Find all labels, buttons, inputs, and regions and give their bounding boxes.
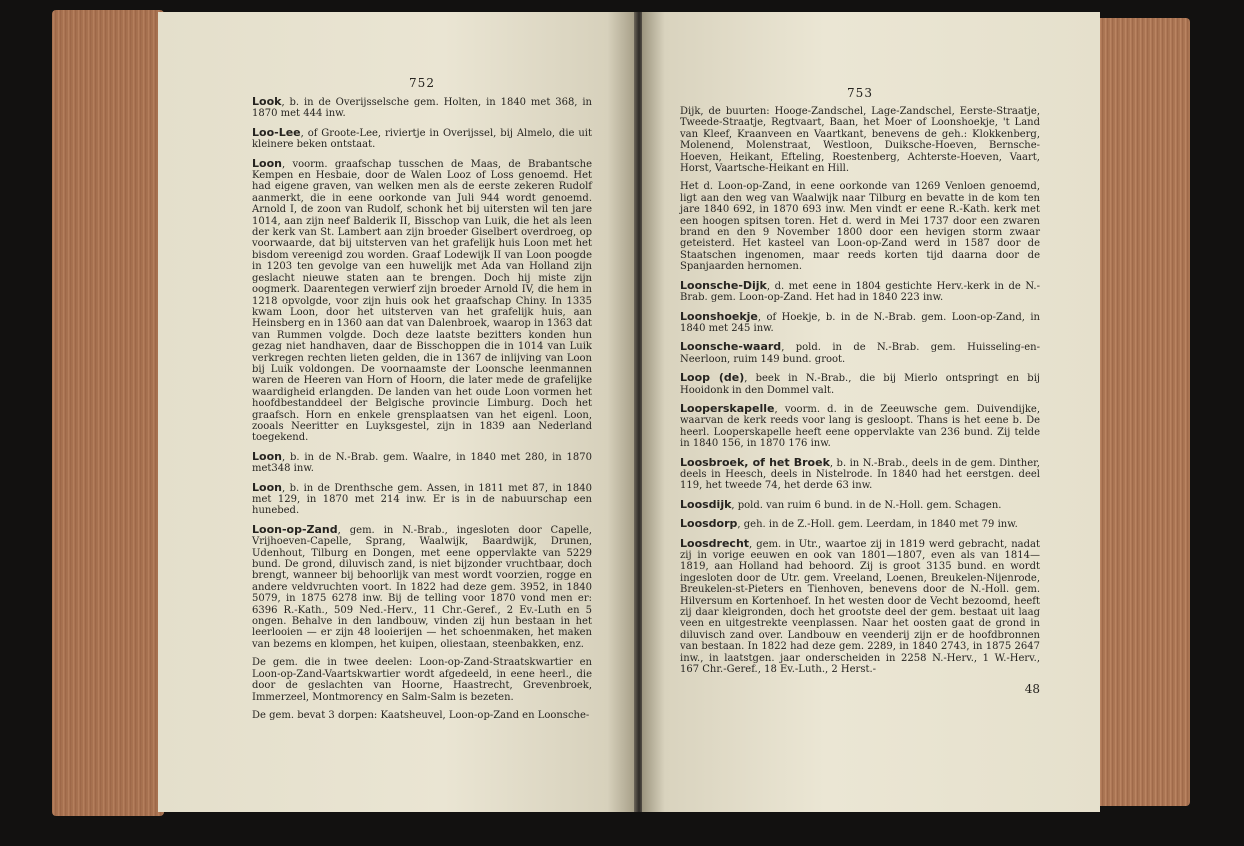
- entry-term: Loonsche-Dijk: [680, 278, 767, 292]
- dictionary-entry: [252, 524, 592, 650]
- right-page: [642, 12, 1100, 812]
- entry-text: , of Groote-Lee, riviertje in Overijssel, bij Almelo, die uit kleinere beken ontstaat.: [252, 127, 592, 151]
- entry-text: Dijk, de buurten: Hooge-Zandschel, Lage-Zandschel, Eerste-Straatje, Tweede-Straatje, Regtvaart, Baan, het Moer of Loonshoekje, 't Land van Kleef, Kraanveen en Vaartkant, benevens de geh.: Klokkenberg, Molenend, Molenstraat, Westloon, Duiksche-Hoeven, Bernsche-Hoeven, Heikant, Efteling, Roestenberg, Achterste-Hoeven, Vaart, Horst, Vaartsche-Heikant en Hill.: [680, 106, 1040, 175]
- page-edges-right: [1094, 18, 1190, 806]
- dictionary-entry: [680, 403, 1040, 450]
- dictionary-entry: [680, 499, 1040, 511]
- entry-text: De gem. die in twee deelen: Loon-op-Zand-Straatskwartier en Loon-op-Zand-Vaartskwartier wordt afgedeeld, in eene heerl., die door de geslachten van Hoorne, Haastrecht, Grevenbroek, Immerzeel, Montmorency en Salm-Salm is bezeten.: [252, 657, 592, 703]
- entry-text: , pold. van ruim 6 bund. in de N.-Holl. gem. Schagen.: [731, 499, 1002, 511]
- signature-mark: 48: [1024, 682, 1040, 697]
- entry-term: Loosdrecht: [680, 536, 750, 550]
- dictionary-entry: [680, 181, 1040, 272]
- dictionary-entry: [680, 341, 1040, 365]
- dictionary-entry: [252, 96, 592, 120]
- entry-term: Looperskapelle: [680, 401, 775, 415]
- entry-text: , gem. in N.-Brab., ingesloten door Capelle, Vrijhoeven-Capelle, Sprang, Waalwijk, Baardwijk, Drunen, Udenhout, Tilburg en Dongen, met eene oppervlakte van 5229 bund. De grond, diluvisch zand, is niet bijzonder vruchtbaar, doch brengt, wanneer bij behoorlijk van mest wordt voorzien, rogge en andere veldvruchten voort. In 1822 had deze gem. 3952, in 1840 5079, in 1875 6278 inw. Bij de telling voor 1870 vond men er: 6396 R.-Kath., 509 Ned.-Herv., 11 Chr.-Geref., 2 Ev.-Luth en 5 ongen. Behalve in den landbouw, vinden zij hun bestaan in het leerlooien — er zijn 48 looierijen — het schoenmaken, het maken van bezems en klompen, het kuipen, oliestaan, steenbakken, enz.: [252, 524, 592, 650]
- entry-text: , gem. in Utr., waartoe zij in 1819 werd gebracht, nadat zij in vorige eeuwen en ook van 1801—1807, even als van 1814—1819, aan Holland had behoord. Zij is groot 3135 bund. en wordt ingesloten door de Utr. gem. Vreeland, Loenen, Breukelen-Nijenrode, Breukelen-st-Pieters en Tienhoven, benevens door de N.-Holl. gem. Hilversum en Kortenhoef. In het westen door de Vecht bezoomd, heeft zij daar kleigronden, doch het grootste deel der gem. bestaat uit laag veen en uitgestrekte veenplassen. Naar het oosten gaat de grond in diluvisch zand over. Landbouw en veenderij zijn er de hoofdbronnen van bestaan. In 1822 had deze gem. 2289, in 1840 2743, in 1875 2647 inw., in laatstgen. jaar onderscheiden in 2258 N.-Herv., 1 W.-Herv., 167 Chr.-Geref., 18 Ev.-Luth., 2 Herst.-: [680, 538, 1040, 676]
- dictionary-entry: [680, 311, 1040, 335]
- entry-term: Loosdijk: [680, 497, 732, 511]
- entry-text: , d. met eene in 1804 gestichte Herv.-kerk in de N.-Brab. gem. Loon-op-Zand. Het had in 1840 223 inw.: [680, 280, 1040, 304]
- dictionary-entry: [680, 518, 1040, 530]
- dictionary-entry: [252, 710, 592, 721]
- entry-term: Loosbroek, of het Broek: [680, 455, 830, 469]
- entry-text: , b. in de N.-Brab. gem. Waalre, in 1840 met 280, in 1870 met348 inw.: [252, 451, 592, 475]
- entry-text: , pold. in de N.-Brab. gem. Huisseling-en-Neerloon, ruim 149 bund. groot.: [680, 342, 1040, 365]
- entry-list: [680, 106, 1040, 675]
- entry-text: De gem. bevat 3 dorpen: Kaatsheuvel, Loon-op-Zand en Loonsche-: [252, 709, 590, 721]
- entry-term: Loo-Lee: [252, 125, 301, 139]
- entry-text: , b. in de Drenthsche gem. Assen, in 1811 met 87, in 1840 met 129, in 1870 met 214 inw. Er is in de nabuurschap een hunebed.: [252, 482, 592, 517]
- entry-term: Loop (de): [680, 371, 745, 385]
- dictionary-entry: [680, 372, 1040, 396]
- dictionary-entry: [252, 127, 592, 151]
- entry-text: , of Hoekje, b. in de N.-Brab. gem. Loon-op-Zand, in 1840 met 245 inw.: [680, 311, 1040, 334]
- entry-text: , beek in N.-Brab., die bij Mierlo ontspringt en bij Hooidonk in den Dommel valt.: [680, 373, 1040, 396]
- entry-text: , b. in de Overijsselsche gem. Holten, in 1840 met 368, in 1870 met 444 inw.: [252, 97, 592, 120]
- page-number: 752: [409, 76, 435, 90]
- dictionary-entry: [252, 158, 592, 444]
- entry-term: Loon: [252, 480, 282, 494]
- entry-text: Het d. Loon-op-Zand, in eene oorkonde van 1269 Venloen genoemd, ligt aan den weg van Waalwijk naar Tilburg en bevatte in de kom ten jare 1840 692, in 1870 693 inw. Men vindt er eene R.-Kath. kerk met een hoogen spitsen toren. Het d. werd in Mei 1737 door een zwaren brand en den 9 November 1800 door een hevigen storm zwaar geteisterd. Het kasteel van Loon-op-Zand werd in 1587 door de Staatschen ingenomen, maar reeds korten tijd daarna door de Spanjaarden hernomen.: [680, 181, 1040, 273]
- entry-term: Loon-op-Zand: [252, 522, 338, 536]
- entry-term: Loonsche-waard: [680, 340, 782, 354]
- entry-text: , voorm. graafschap tusschen de Maas, de Brabantsche Kempen en Hesbaie, door de Walen Looz of Loss genoemd. Het had eigene graven, van welken men als de eerste zekeren Rudolf aanmerkt, die in eene oorkonde van Juli 944 wordt genoemd. Arnold I, de zoon van Rudolf, schonk het bij uitersten wil ten jare 1014, aan zijn neef Balderik II, Bisschop van Luik, die het als leen der kerk van St. Lambert aan zijn broeder Giselbert overdroeg, op voorwaarde, dat bij uitsterven van het grafelijk huis Loon met het bisdom vereenigd zou worden. Graaf Lodewijk II van Loon poogde in 1203 ten gevolge van een huwelijk met Ada van Holland zijn geslacht nieuwe staten aan te brengen. Doch hij miste zijn oogmerk. Daarentegen verwierf zijn broeder Arnold IV, die hem in 1218 opvolgde, voor zijn huis ook het graafschap Chiny. In 1335 kwam Loon, door het uitsterven van het grafelijk huis, aan Heinsberg en in 1360 aan dat van Dalenbroek, waarop in 1363 dat van Rummen volgde. Doch deze laatste bezitters konden hun gezag niet handhaven, daar de Bisschoppen die in 1014 van Luik verkregen rechten lieten gelden, die in 1367 de inlijving van Loon bij Luik voldongen. De voornaamste der Loonsche leenmannen waren de Heeren van Horn of Hoorn, die later mede de grafelijke waardigheid erlangden. De landen van het oude Loon vormen het hoofdbestanddeel der Belgische provincie Limburg. Doch het graafsch. Horn en enkele grensplaatsen van het eigenl. Loon, zooals Neeritter en Luyksgestel, zijn in 1839 aan Nederland toegekend.: [252, 158, 592, 444]
- dictionary-entry: [680, 280, 1040, 304]
- dictionary-entry: [680, 106, 1040, 174]
- dictionary-entry: [680, 457, 1040, 492]
- entry-term: Loon: [252, 156, 282, 170]
- page-number: 753: [847, 86, 873, 100]
- dictionary-entry: [252, 657, 592, 703]
- dictionary-entry: [252, 451, 592, 475]
- entry-term: Loonshoekje: [680, 309, 758, 323]
- left-page: [158, 12, 636, 812]
- entry-term: Loosdorp: [680, 517, 738, 531]
- entry-text: , b. in N.-Brab., deels in de gem. Dinther, deels in Heesch, deels in Nistelrode. In 1840 had het eerstgen. deel 119, het tweede 74, het derde 63 inw.: [680, 457, 1040, 492]
- page-edges-left: [52, 10, 164, 816]
- entry-term: Look: [252, 95, 282, 108]
- dictionary-entry: [252, 482, 592, 517]
- entry-list: [252, 96, 592, 721]
- entry-term: Loon: [252, 449, 282, 463]
- entry-text: , voorm. d. in de Zeeuwsche gem. Duivendijke, waarvan de kerk reeds voor lang is gesloopt. Thans is het eene b. De heerl. Looperskapelle heeft eene oppervlakte van 236 bund. Zij telde in 1840 156, in 1870 176 inw.: [680, 403, 1040, 450]
- dictionary-entry: [680, 538, 1040, 676]
- entry-text: , geh. in de Z.-Holl. gem. Leerdam, in 1840 met 79 inw.: [737, 519, 1018, 531]
